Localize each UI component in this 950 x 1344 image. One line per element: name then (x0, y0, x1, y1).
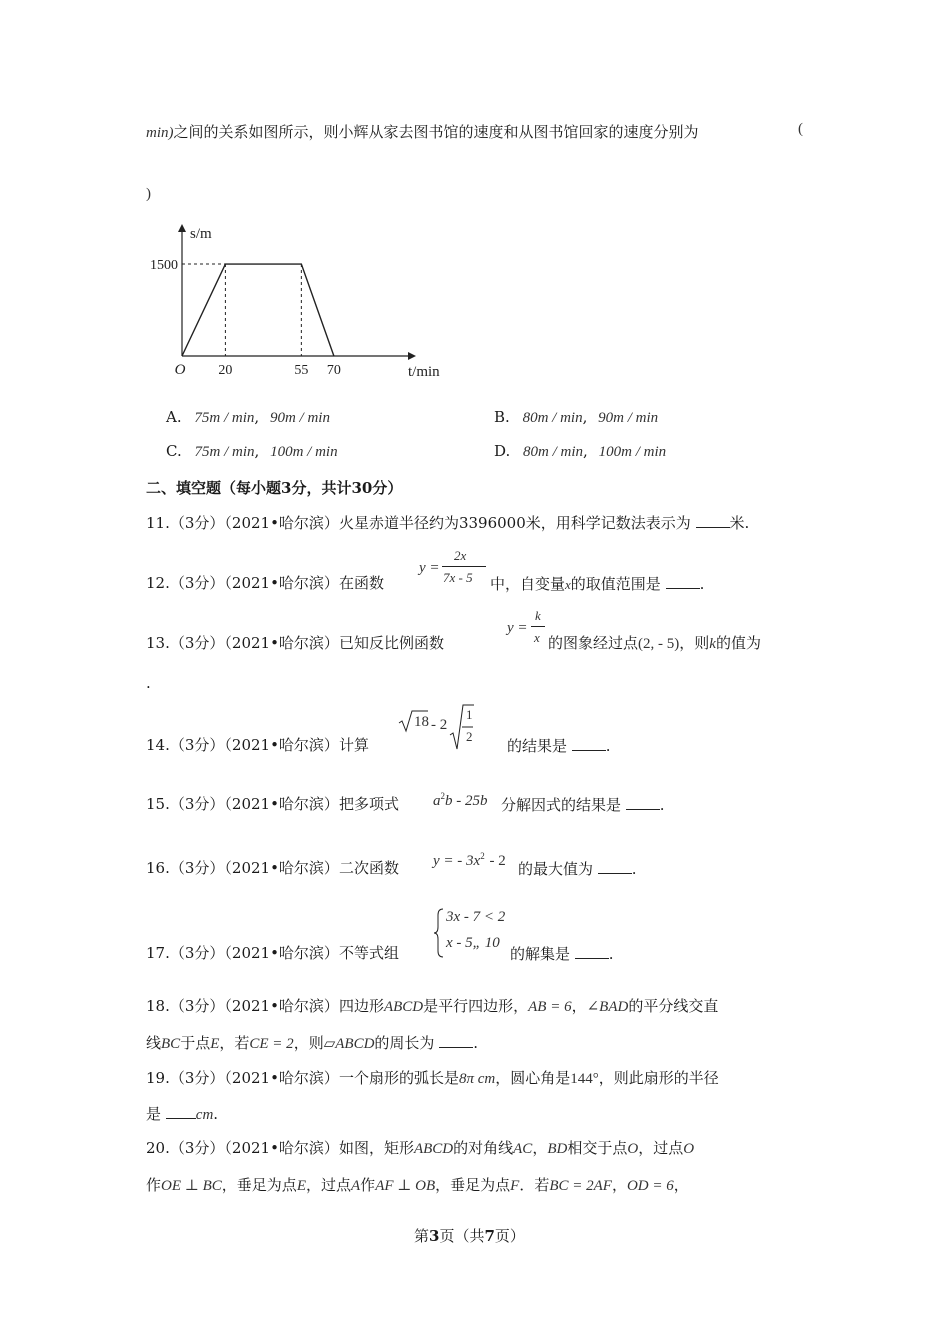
answer-blank[interactable] (626, 797, 660, 810)
q12-y: y = (419, 560, 440, 576)
question-15: 15.（3分）（2021•哈尔滨）把多项式 (146, 795, 399, 813)
question-13: 13.（3分）（2021•哈尔滨）已知反比例函数 (146, 634, 444, 652)
left-brace (433, 907, 445, 959)
page-number: 3 (429, 1227, 440, 1245)
option-c[interactable]: C. 75m / min, 100m / min (166, 442, 338, 460)
q14-rest: 的结果是 . (507, 737, 611, 755)
x-axis-label: t/min (408, 364, 440, 380)
fraction-bar (442, 566, 486, 567)
q10-text: 之间的关系如图所示，则小辉从家去图书馆的速度和从图书馆回家的速度分别为 (173, 123, 699, 141)
inequality-1: 3x - 7 < 2 (446, 909, 506, 925)
x-axis-arrow (408, 352, 416, 360)
answer-blank[interactable] (666, 576, 700, 589)
q13-rest: 的图象经过点(2, - 5)，则k的值为 (548, 634, 761, 652)
x-tick-label: 55 (294, 363, 309, 378)
question-18: 18.（3分）（2021•哈尔滨）四边形ABCD是平行四边形，AB = 6，∠BAD的平分线交直 (146, 997, 719, 1015)
question-19: 19.（3分）（2021•哈尔滨）一个扇形的弧长是8π cm，圆心角是144°，则此扇形的半径 (146, 1069, 719, 1087)
q16-rest: 的最大值为 . (518, 860, 637, 878)
answer-blank[interactable] (598, 861, 632, 874)
question-14: 14.（3分）（2021•哈尔滨）计算 (146, 736, 369, 754)
question-18-line2: 线BC于点E，若CE = 2，则▱ABCD的周长为 . (146, 1034, 478, 1052)
question-17: 17.（3分）（2021•哈尔滨）不等式组 (146, 944, 399, 962)
close-paren: ) (146, 186, 151, 202)
answer-blank[interactable] (439, 1035, 473, 1048)
q17-rest: 的解集是 . (510, 945, 614, 963)
question-19-line2: 是 cm. (146, 1105, 219, 1123)
q12-numer: 2x (454, 548, 467, 563)
distance-time-chart (150, 220, 450, 380)
option-b[interactable]: B. 80m / min, 90m / min (494, 408, 659, 426)
q13-numer: k (535, 608, 541, 623)
origin-label: O (174, 362, 186, 378)
q13-y: y = (507, 620, 528, 636)
q15-rest: 分解因式的结果是 . (501, 796, 665, 814)
q15-expr: $a^2b - 25b$ (433, 791, 488, 809)
q12-denom: 7x - 5 (443, 570, 473, 585)
series-line (182, 264, 334, 356)
question-20: 20.（3分）（2021•哈尔滨）如图，矩形ABCD的对角线AC，BD相交于点O，过点O (146, 1139, 695, 1157)
question-16: 16.（3分）（2021•哈尔滨）二次函数 (146, 859, 399, 877)
fraction-bar (531, 626, 545, 627)
option-a[interactable]: A. 75m / min, 90m / min (166, 408, 330, 426)
answer-blank[interactable] (572, 738, 606, 751)
minus-two: - 2 (431, 717, 448, 733)
q12-rest: 中，自变量x的取值范围是 . (490, 575, 705, 593)
question-11: 11.（3分）（2021•哈尔滨）火星赤道半径约为3396000米，用科学记数法表示为 米. (146, 514, 750, 532)
open-paren: ( (798, 121, 803, 137)
y-axis-label: s/m (190, 226, 212, 242)
y-tick-label: 1500 (150, 258, 178, 274)
question-20-line2: 作OE ⊥ BC，垂足为点E，过点A作AF ⊥ OB，垂足为点F．若BC = 2AF，OD = 6， (146, 1176, 689, 1194)
answer-blank[interactable] (575, 946, 609, 959)
fraction-denom: 2 (466, 729, 473, 744)
q10-line1 (146, 125, 699, 141)
section-title: 二、填空题（每小题3分，共计30分） (146, 479, 403, 497)
answer-blank[interactable] (696, 515, 730, 528)
option-d[interactable]: D. 80m / min, 100m / min (494, 442, 667, 460)
sqrt-radicand: 18 (414, 714, 429, 730)
inequality-2: x - 5„ 10 (446, 935, 500, 951)
page-total: 7 (484, 1227, 495, 1245)
x-tick-label: 20 (218, 363, 233, 378)
fraction-numer: 1 (466, 707, 473, 722)
page-footer: 第3页（共7页） (414, 1227, 525, 1245)
unit-min: min) (146, 125, 174, 141)
y-axis-arrow (178, 224, 186, 232)
q13-denom: x (534, 630, 540, 645)
q16-expr: y = - $3x^2 - 2$ (433, 851, 506, 869)
question-12: 12.（3分）（2021•哈尔滨）在函数 (146, 574, 384, 592)
x-tick-label: 70 (326, 363, 341, 378)
q13-line2: . (146, 674, 151, 692)
answer-blank[interactable] (166, 1106, 196, 1119)
